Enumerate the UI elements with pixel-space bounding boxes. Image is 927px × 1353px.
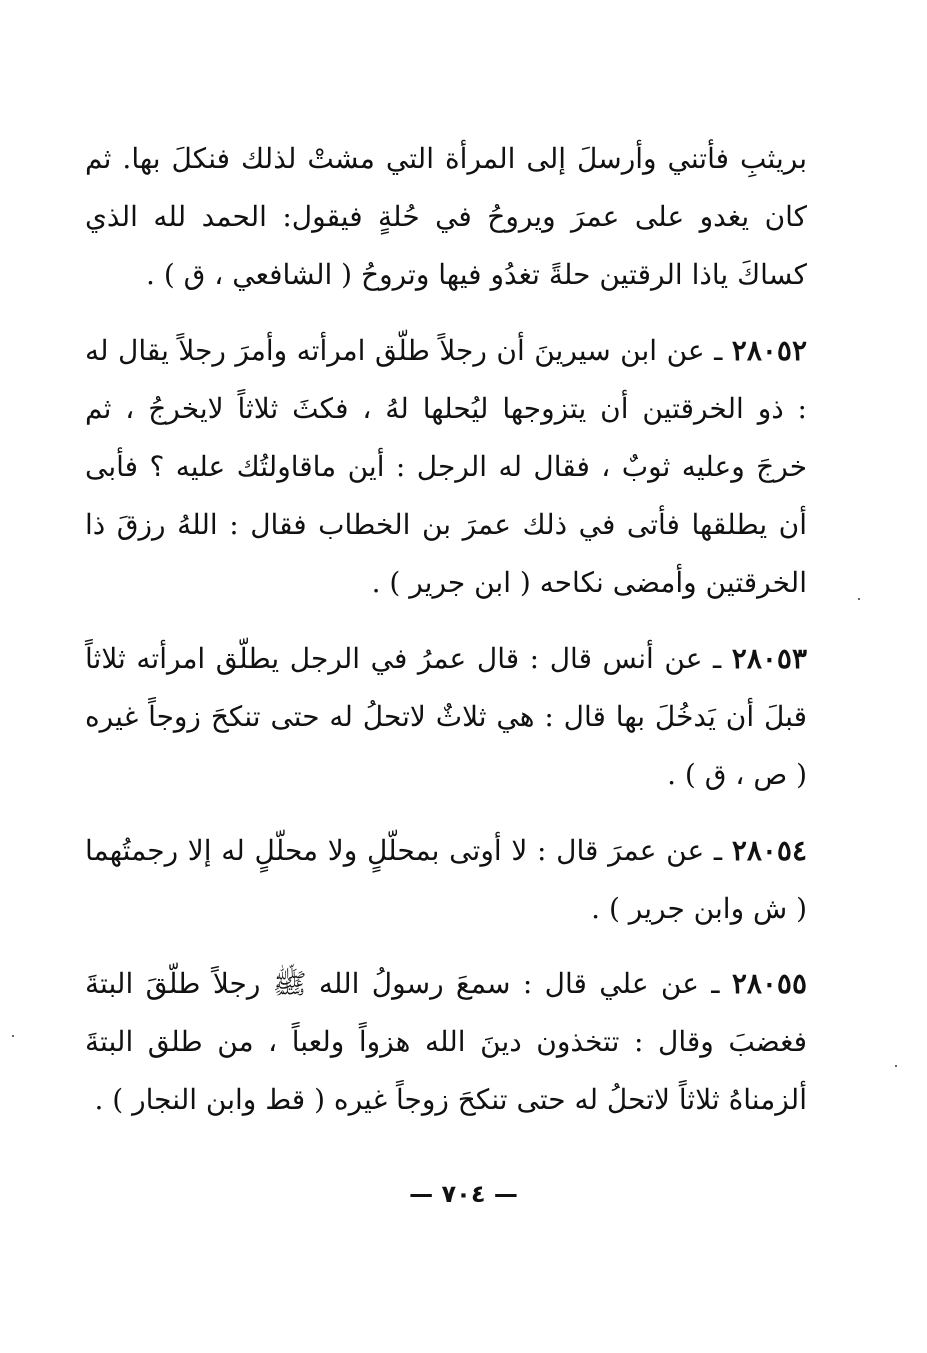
paragraph-text: بريثبِ فأتني وأرسلَ إلى المرأة التي مشتْ لذلك فنكلَ بها. ثم كان يغدو على عمرَ ويروحُ في حُلةٍ فيقول: الحمد لله الذي كساكَ ياذا الرقتين حلةً تغدُو فيها وتروحُ ( الشافعي ، ق ) . <box>85 142 807 291</box>
page-number: — ٧٠٤ — <box>409 1180 518 1208</box>
hadith-text: ـ عن عمرَ قال : لا أوتى بمحلّلٍ ولا محلّلٍ له إلا رجمتُهما ( ش وابن جرير ) . <box>85 834 807 925</box>
hadith-number: ٢٨٠٥٥ <box>731 967 808 1000</box>
scan-speck <box>858 598 860 600</box>
hadith-number: ٢٨٠٥٣ <box>731 642 807 675</box>
hadith-number: ٢٨٠٥٤ <box>731 834 808 867</box>
hadith-28054 <box>85 822 807 938</box>
hadith-text: ـ عن ابن سيرينَ أن رجلاً طلّق امرأته وأمرَ رجلاً يقال له : ذو الخرقتين أن يتزوجها ليُحلها لهُ ، فكثَ ثلاثاً لايخرجُ ، ثم خرجَ وعليه ثوبٌ ، فقال له الرجل : أين ماقاولتُك عليه ؟ فأبى أن يطلقها فأتى في ذلك عمرَ بن الخطاب فقال : اللهُ رزقَ ذا الخرقتين وأمضى نكاحه ( ابن جرير ) . <box>85 334 807 599</box>
hadith-28055 <box>85 955 807 1129</box>
hadith-28053 <box>85 630 807 804</box>
paragraph-continuation <box>85 130 807 304</box>
hadith-28052 <box>85 322 807 612</box>
hadith-number: ٢٨٠٥٢ <box>731 334 807 367</box>
hadith-text: ـ عن أنس قال : قال عمرُ في الرجل يطلّق امرأته ثلاثاً قبلَ أن يَدخُلَ بها قال : هي ثلاثٌ لاتحلُ له حتى تنكحَ زوجاً غيره ( ص ، ق ) . <box>85 642 807 791</box>
scan-speck <box>895 1065 897 1067</box>
scan-speck <box>12 1035 14 1037</box>
hadith-text: ـ عن علي قال : سمعَ رسولُ الله ﷺ رجلاً طلّقَ البتةَ فغضبَ وقال : تتخذون دينَ الله هزواً ولعباً ، من طلق البتةَ ألزمناهُ ثلاثاً لاتحلُ له حتى تنكحَ زوجاً غيره ( قط وابن النجار ) . <box>85 967 807 1116</box>
